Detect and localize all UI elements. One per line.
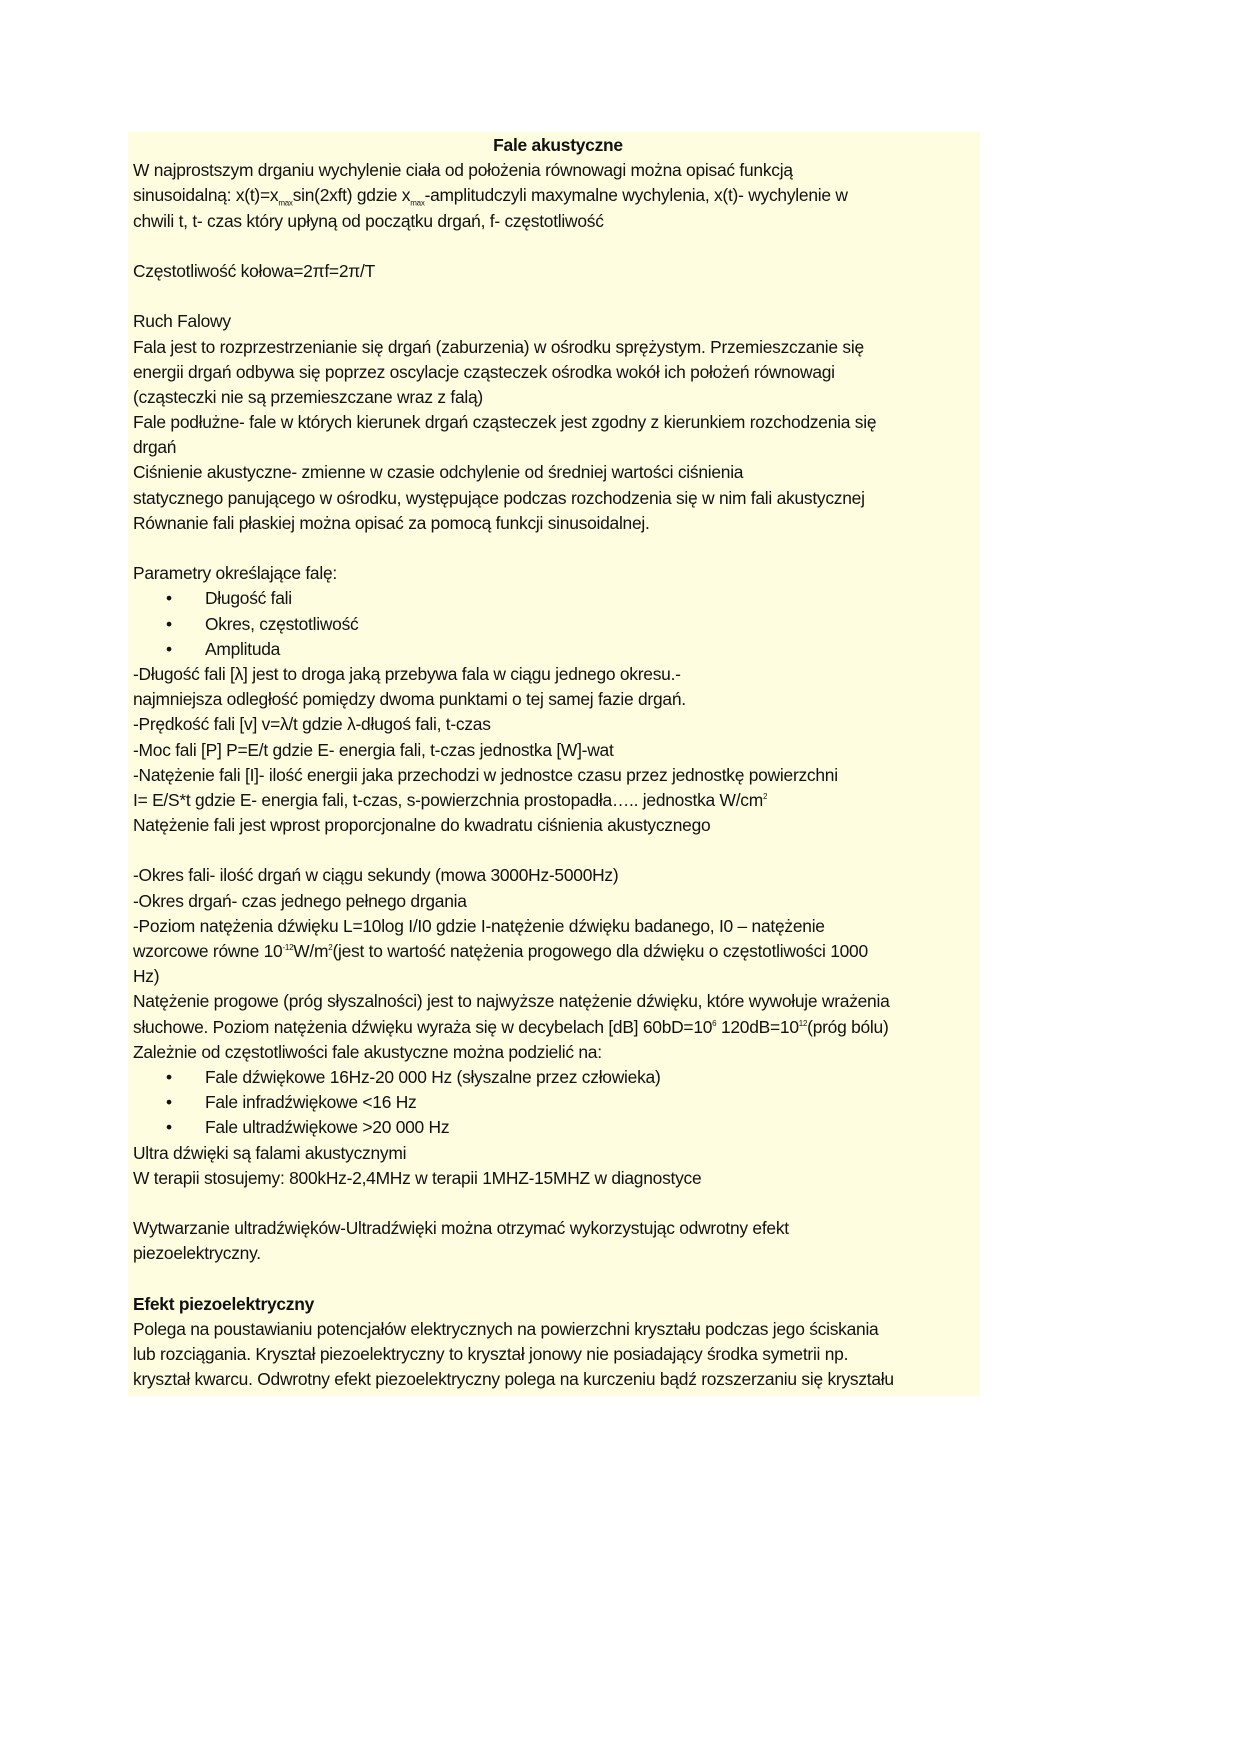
text-run: Fala jest to rozprzestrzenianie się drgań (zaburzenia) w ośrodku sprężystym. Przemieszczanie się — [133, 336, 864, 357]
text-run: -amplitudczyli maxymalne wychylenia, x(t)- wychylenie w — [424, 185, 848, 206]
text-run: piezoelektryczny. — [133, 1243, 261, 1264]
text-run: najmniejsza odległość pomiędzy dwoma punktami o tej samej fazie drgań. — [133, 689, 686, 710]
text-line — [133, 360, 993, 385]
text-run: -Natężenie fali [I]- ilość energii jaka przechodzi w jednostce czasu przez jednostkę powierzchni — [133, 764, 838, 785]
bullet-icon: • — [166, 1117, 172, 1138]
bullet-item — [133, 637, 993, 662]
text-line — [133, 1216, 993, 1241]
text-run: Fale podłużne- fale w których kierunek drgań cząsteczek jest zgodny z kierunkiem rozchodzenia się — [133, 412, 877, 433]
text-run: sinusoidalną: x(t)=x — [133, 185, 279, 206]
superscript: 2 — [328, 943, 333, 953]
text-run: energii drgań odbywa się poprzez oscylacje cząsteczek ośrodka wokół ich położeń równowagi — [133, 361, 835, 382]
text-line — [133, 989, 993, 1014]
text-line — [133, 1141, 993, 1166]
text-run: 120dB=10 — [716, 1016, 799, 1037]
text-line — [133, 460, 993, 485]
text-line — [133, 939, 993, 964]
superscript: 2 — [763, 792, 768, 802]
text-line — [133, 788, 993, 813]
text-line — [133, 1040, 993, 1065]
text-line — [133, 385, 993, 410]
text-line — [133, 1342, 993, 1367]
text-run: Ruch Falowy — [133, 311, 231, 332]
blank-line — [133, 284, 993, 309]
text-line — [133, 435, 993, 460]
text-line — [133, 914, 993, 939]
text-line — [133, 158, 993, 183]
superscript: 12 — [798, 1018, 808, 1028]
text-run: Ultra dźwięki są falami akustycznymi — [133, 1142, 407, 1163]
text-run: chwili t, t- czas który upłyną od początku drgań, f- częstotliwość — [133, 210, 604, 231]
text-run: Zależnie od częstotliwości fale akustyczne można podzielić na: — [133, 1041, 602, 1062]
text-line — [133, 813, 993, 838]
text-line — [133, 309, 993, 334]
text-line — [133, 1317, 993, 1342]
blank-line — [133, 838, 993, 863]
text-run: -Poziom natężenia dźwięku L=10log I/I0 gdzie I-natężenie dźwięku badanego, I0 – natężenie — [133, 915, 825, 936]
bullet-icon: • — [166, 638, 172, 659]
text-line — [133, 863, 993, 888]
text-line — [133, 889, 993, 914]
text-line — [133, 410, 993, 435]
bullet-icon: • — [166, 588, 172, 609]
text-run: lub rozciągania. Kryształ piezoelektryczny to kryształ jonowy nie posiadający środka symetrii np. — [133, 1344, 849, 1364]
text-run: Natężenie progowe (próg słyszalności) jest to najwyższe natężenie dźwięku, które wywołuje wrażenia — [133, 991, 890, 1012]
text-run: -Długość fali [λ] jest to droga jaką przebywa fala w ciągu jednego okresu.- — [133, 663, 681, 684]
text-run: Równanie fali płaskiej można opisać za pomocą funkcji sinusoidalnej. — [133, 512, 650, 533]
text-line — [133, 738, 993, 763]
bullet-item — [133, 1090, 993, 1115]
text-run: W/m — [293, 941, 329, 961]
text-line — [133, 964, 993, 989]
text-run: Amplituda — [205, 638, 281, 659]
text-run: Fale akustyczne — [493, 135, 623, 155]
text-line — [133, 561, 993, 586]
bullet-item — [133, 586, 993, 611]
text-line — [133, 511, 993, 536]
text-line — [133, 763, 993, 788]
text-line — [133, 687, 993, 712]
text-run: Efekt piezoelektryczny — [133, 1293, 315, 1314]
text-run: Fale infradźwiękowe <16 Hz — [205, 1092, 417, 1113]
text-line — [133, 662, 993, 687]
text-line — [133, 486, 993, 511]
superscript: 6 — [712, 1018, 717, 1028]
text-line — [133, 1367, 993, 1392]
text-run: (cząsteczki nie są przemieszczane wraz z falą) — [133, 386, 483, 407]
subscript: max — [278, 198, 293, 208]
text-run: W terapii stosujemy: 800kHz-2,4MHz w terapii 1MHZ-15MHZ w diagnostyce — [133, 1167, 702, 1188]
text-run: -Prędkość fali [v] v=λ/t gdzie λ-długoś fali, t-czas — [133, 714, 491, 735]
text-line — [133, 183, 993, 208]
text-line — [133, 1015, 993, 1040]
text-run: Polega na poustawianiu potencjałów elektrycznych na powierzchni kryształu podczas jego ściskania — [133, 1318, 879, 1339]
subscript: max — [410, 198, 425, 208]
text-run: -Okres fali- ilość drgań w ciągu sekundy (mowa 3000Hz-5000Hz) — [133, 865, 619, 886]
text-run: W najprostszym drganiu wychylenie ciała od położenia równowagi można opisać funkcją — [133, 160, 793, 181]
document-body — [133, 133, 993, 1392]
text-line — [133, 259, 993, 284]
text-run: -Moc fali [P] P=E/t gdzie E- energia fali, t-czas jednostka [W]-wat — [133, 739, 614, 760]
blank-line — [133, 1266, 993, 1291]
text-line — [133, 335, 993, 360]
blank-line — [133, 1191, 993, 1216]
superscript: -12 — [282, 943, 294, 953]
text-line — [133, 712, 993, 737]
bullet-item — [133, 1065, 993, 1090]
bullet-icon: • — [166, 1092, 172, 1113]
text-run: Parametry określające falę: — [133, 563, 337, 584]
text-run: Częstotliwość kołowa=2πf=2π/T — [133, 260, 375, 281]
text-run: Ciśnienie akustyczne- zmienne w czasie odchylenie od średniej wartości ciśnienia — [133, 462, 744, 483]
text-run: Okres, częstotliwość — [205, 613, 359, 634]
text-run: Długość fali — [205, 588, 292, 609]
text-run: (jest to wartość natężenia progowego dla dźwięku o częstotliwości 1000 — [332, 941, 868, 961]
text-run: słuchowe. Poziom natężenia dźwięku wyraża się w decybelach [dB] 60bD=10 — [133, 1016, 713, 1037]
text-run: statycznego panującego w ośrodku, występujące podczas rozchodzenia się w nim fali akustycznej — [133, 487, 865, 508]
bullet-icon: • — [166, 1066, 172, 1087]
text-line — [133, 1241, 993, 1266]
text-run: Fale dźwiękowe 16Hz-20 000 Hz (słyszalne przez człowieka) — [205, 1066, 661, 1087]
bullet-item — [133, 612, 993, 637]
text-run: Hz) — [133, 966, 160, 987]
blank-line — [133, 536, 993, 561]
text-run: wzorcowe równe 10 — [133, 941, 283, 961]
text-run: Natężenie fali jest wprost proporcjonalne do kwadratu ciśnienia akustycznego — [133, 815, 711, 836]
text-run: (próg bólu) — [807, 1016, 889, 1037]
text-run: Fale ultradźwiękowe >20 000 Hz — [205, 1117, 450, 1138]
page-title — [133, 133, 993, 158]
blank-line — [133, 234, 993, 259]
section-heading — [133, 1292, 993, 1317]
text-run: kryształ kwarcu. Odwrotny efekt piezoelektryczny polega na kurczeniu bądź rozszerzaniu się kryształu — [133, 1369, 894, 1390]
text-line — [133, 209, 993, 234]
text-run: -Okres drgań- czas jednego pełnego drgania — [133, 890, 467, 911]
text-run: sin(2xft) gdzie x — [292, 185, 411, 206]
text-run: Wytwarzanie ultradźwięków-Ultradźwięki można otrzymać wykorzystując odwrotny efekt — [133, 1218, 789, 1239]
text-run: drgań — [133, 437, 177, 458]
bullet-item — [133, 1115, 993, 1140]
text-line — [133, 1166, 993, 1191]
text-run: I= E/S*t gdzie E- energia fali, t-czas, s-powierzchnia prostopadła….. jednostka W/cm — [133, 789, 763, 810]
bullet-icon: • — [166, 613, 172, 634]
